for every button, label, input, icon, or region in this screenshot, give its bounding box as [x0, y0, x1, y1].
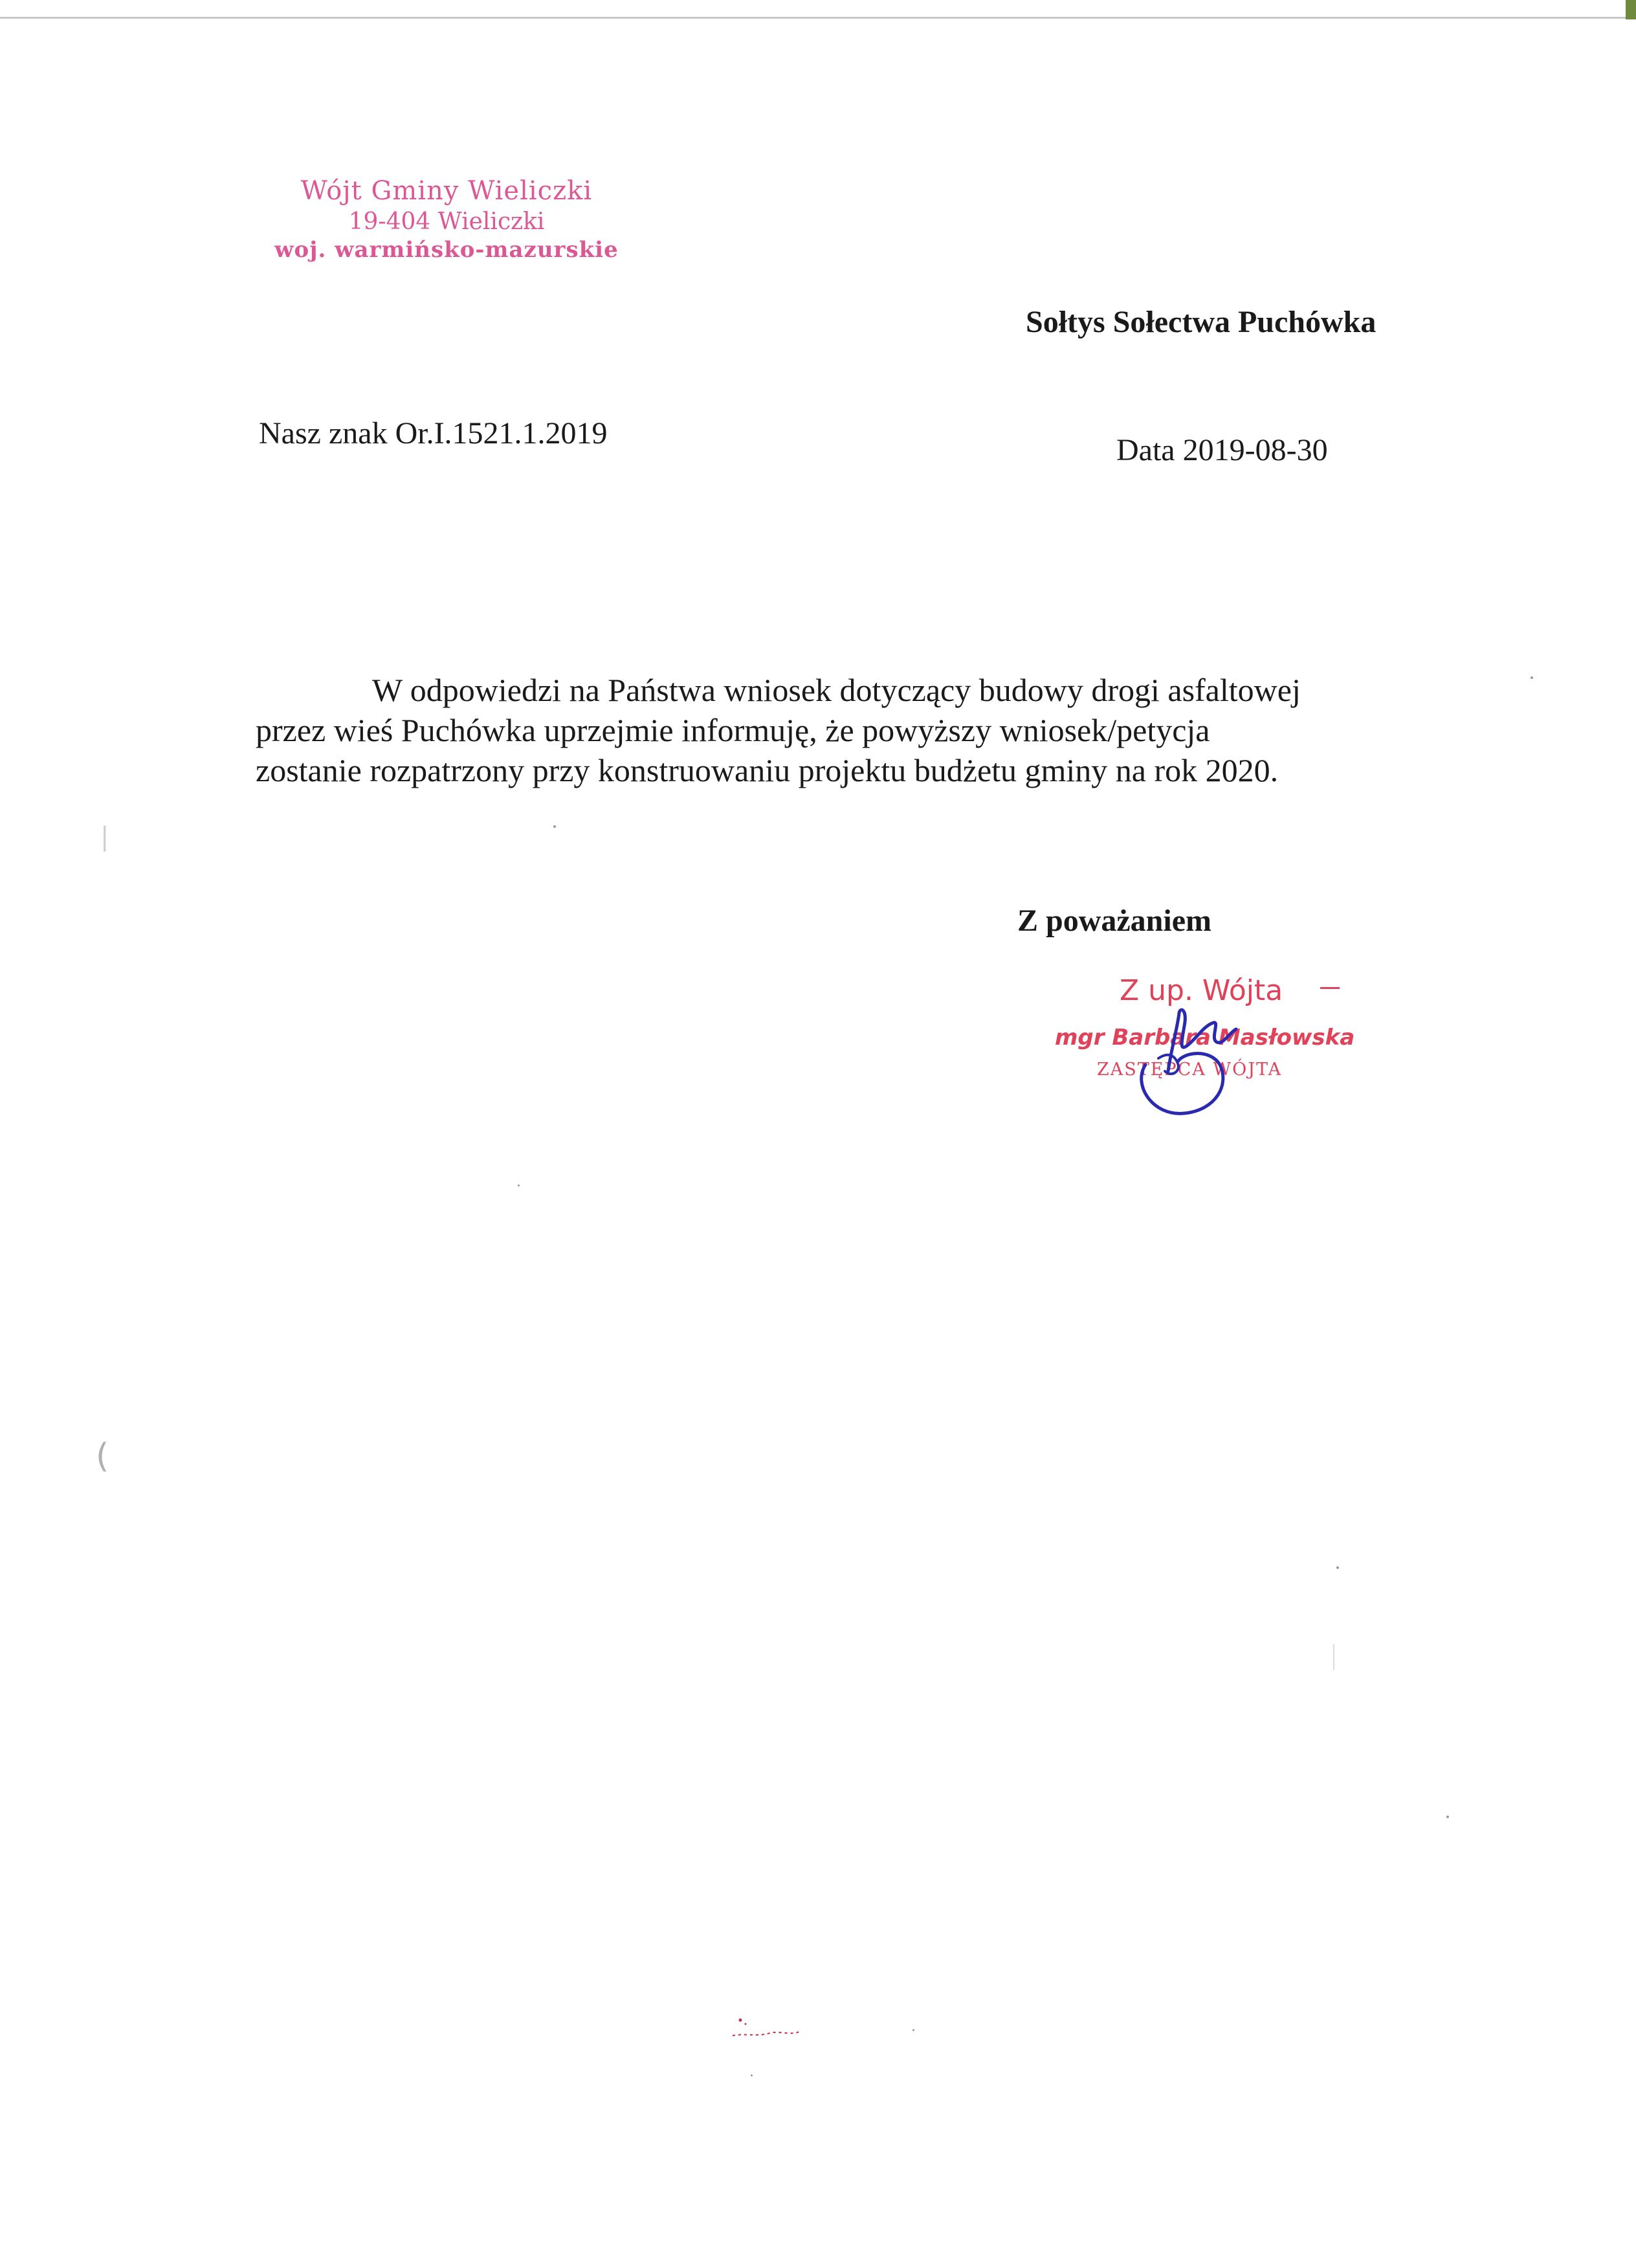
reference-number: Nasz znak Or.I.1521.1.2019 — [259, 416, 608, 450]
stamp-dash-mark — [1320, 987, 1340, 989]
scan-speck — [553, 825, 556, 828]
letter-body — [256, 670, 1466, 790]
sender-stamp-line1: Wójt Gminy Wieliczki — [300, 176, 593, 206]
sender-stamp-line2: 19-404 Wieliczki — [348, 208, 545, 235]
scan-speck — [912, 2029, 914, 2031]
ink-specks — [731, 2016, 802, 2042]
body-line-3: zostanie rozpatrzony przy konstruowaniu projektu budżetu gminy na rok 2020. — [256, 752, 1279, 788]
scan-speck — [1333, 1644, 1334, 1670]
scan-mark: | — [100, 822, 109, 852]
sender-stamp-line3: woj. warmińsko-mazurskie — [274, 237, 619, 263]
scan-mark: ( — [96, 1437, 109, 1476]
scan-speck — [1336, 1566, 1339, 1569]
scan-corner-mark — [1626, 0, 1636, 19]
signature-stamp-line1: Z up. Wójta — [1120, 974, 1283, 1007]
scan-speck — [518, 1184, 520, 1186]
scan-speck — [751, 2074, 753, 2076]
body-line-2: przez wieś Puchówka uprzejmie informuję, że powyższy wniosek/petycja — [256, 712, 1210, 748]
handwritten-signature — [1107, 987, 1255, 1123]
signature-stamp-line2: mgr Barbara Masłowska — [1055, 1025, 1355, 1051]
scan-edge-line — [0, 17, 1636, 19]
scan-speck — [1446, 1816, 1449, 1818]
sender-stamp — [252, 175, 641, 264]
body-line-1: W odpowiedzi na Państwa wniosek dotyczący budowy drogi asfaltowej — [372, 672, 1301, 708]
signature-stamp-line3: ZASTĘPCA WÓJTA — [1097, 1060, 1283, 1080]
closing-phrase: Z poważaniem — [1017, 904, 1211, 938]
letter-date: Data 2019-08-30 — [1116, 433, 1328, 467]
scan-speck — [1531, 676, 1533, 679]
signature-stamp — [1035, 974, 1372, 1142]
recipient: Sołtys Sołectwa Puchówka — [1026, 305, 1376, 339]
